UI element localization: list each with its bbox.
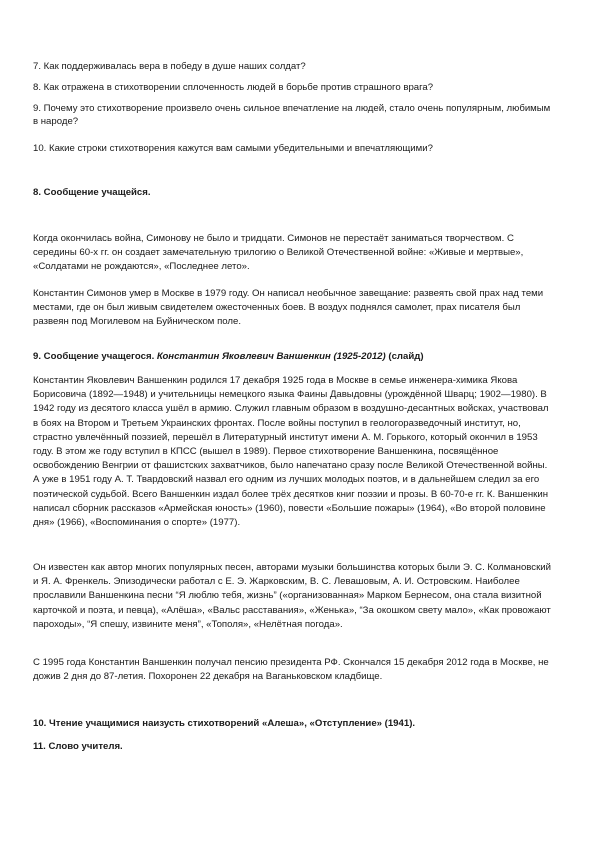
section-8-paragraph: Константин Симонов умер в Москве в 1979 году. Он написал необычное завещание: развеять свой прах над теми местами, где он был живым свидетелем ожесточенных боев. В воздух поднялся самолет, прах писателя был развеян под Могилевом на Буйническом поле. [33,288,544,328]
section-9-heading [33,350,558,363]
section-9-paragraph: С 1995 года Константин Ваншенкин получал пенсию президента РФ. Скончался 15 декабря 2012 года в Москве, не дожив 2 дня до 87-летия. Похоронен 22 декабря на Ваганьковском кладбище. [33,657,549,683]
section-10-heading: 10. Чтение учащимися наизусть стихотворений «Алеша», «Отступление» (1941). [33,718,416,729]
question-7: 7. Как поддерживалась вера в победу в душе наших солдат? [33,61,306,72]
section-8-paragraph: Когда окончилась война, Симонову не было и тридцати. Симонов не перестаёт заниматься творчеством. С середины 60-х гг. он создает замечательную трилогию о Великой Отечественной войне: «Живые и мертвые», «Солдатами не рождаются», «Последнее лето». [33,233,524,273]
section-8-heading: 8. Сообщение учащейся. [33,187,151,198]
question-10: 10. Какие строки стихотворения кажутся вам самыми убедительными и впечатляющими? [33,143,433,154]
question-8: 8. Как отражена в стихотворении сплоченность людей в борьбе против страшного врага? [33,82,434,93]
section-9-heading-prefix: 9. Сообщение учащегося. [33,351,157,362]
section-11-heading: 11. Слово учителя. [33,741,123,752]
section-9-paragraph: Константин Яковлевич Ваншенкин родился 17 декабря 1925 года в Москве в семье инженера-химика Якова Борисовича (1892—1948) и учительницы немецкого языка Фаины Давыдовны (урождённой Шварц; 1902—1980). В 1942 году из десятого класса ушёл в армию. Служил главным образом в воздушно-десантных войсках, участвовал в боях на Втором и Третьем Украинских фронтах. После войны поступил в геологоразведочный институт, но, страстно увлечённый поэзией, перешёл в Литературный институт имени А. М. Горького, который окончил в 1953 году. В этом же году вступил в КПСС (вышел в 1989). Первое стихотворение Ваншенкина, посвящённое освобождению Венгрии от фашистских захватчиков, было напечатано сразу после Великой Отечественной войны. А уже в 1951 году А. Т. Твардовский назвал его одним из лучших молодых поэтов, и в дальнейшем следил за его поэтической судьбой. Всего Ваншенкин издал более трёх десятков книг поэзии и прозы. В 60-70-е гг. К. Ваншенкин написал сборник рассказов «Армейская юность» (1960), повести «Большие пожары» (1964), «Во второй половине дня» (1966), «Воспоминания о спорте» (1977). [33,375,549,529]
section-9-heading-name: Константин Яковлевич Ваншенкин (1925-2012) [156,351,386,362]
section-9-paragraph: Он известен как автор многих популярных песен, авторами музыки большинства которых были Э. С. Колмановский и Я. А. Френкель. Эпизодически работал с Е. Э. Жарковским, В. С. Левашовым, А. И. Островским. Наиболее прославили Ваншенкина песни “Я люблю тебя, жизнь” («организованная» Марком Бернесом, она стала визитной карточкой и поэта, и певца), «Алёша», «Вальс расставания», «Женька», “За окошком свету мало», «Как провожают пароходы», “Я спешу, извините меня”, «Тополя», «Нелётная погода». [33,562,552,630]
section-9-heading-suffix: (слайд) [385,351,424,362]
question-9: 9. Почему это стихотворение произвело очень сильное впечатление на людей, стало очень популярным, любимым в народе? [33,103,551,127]
